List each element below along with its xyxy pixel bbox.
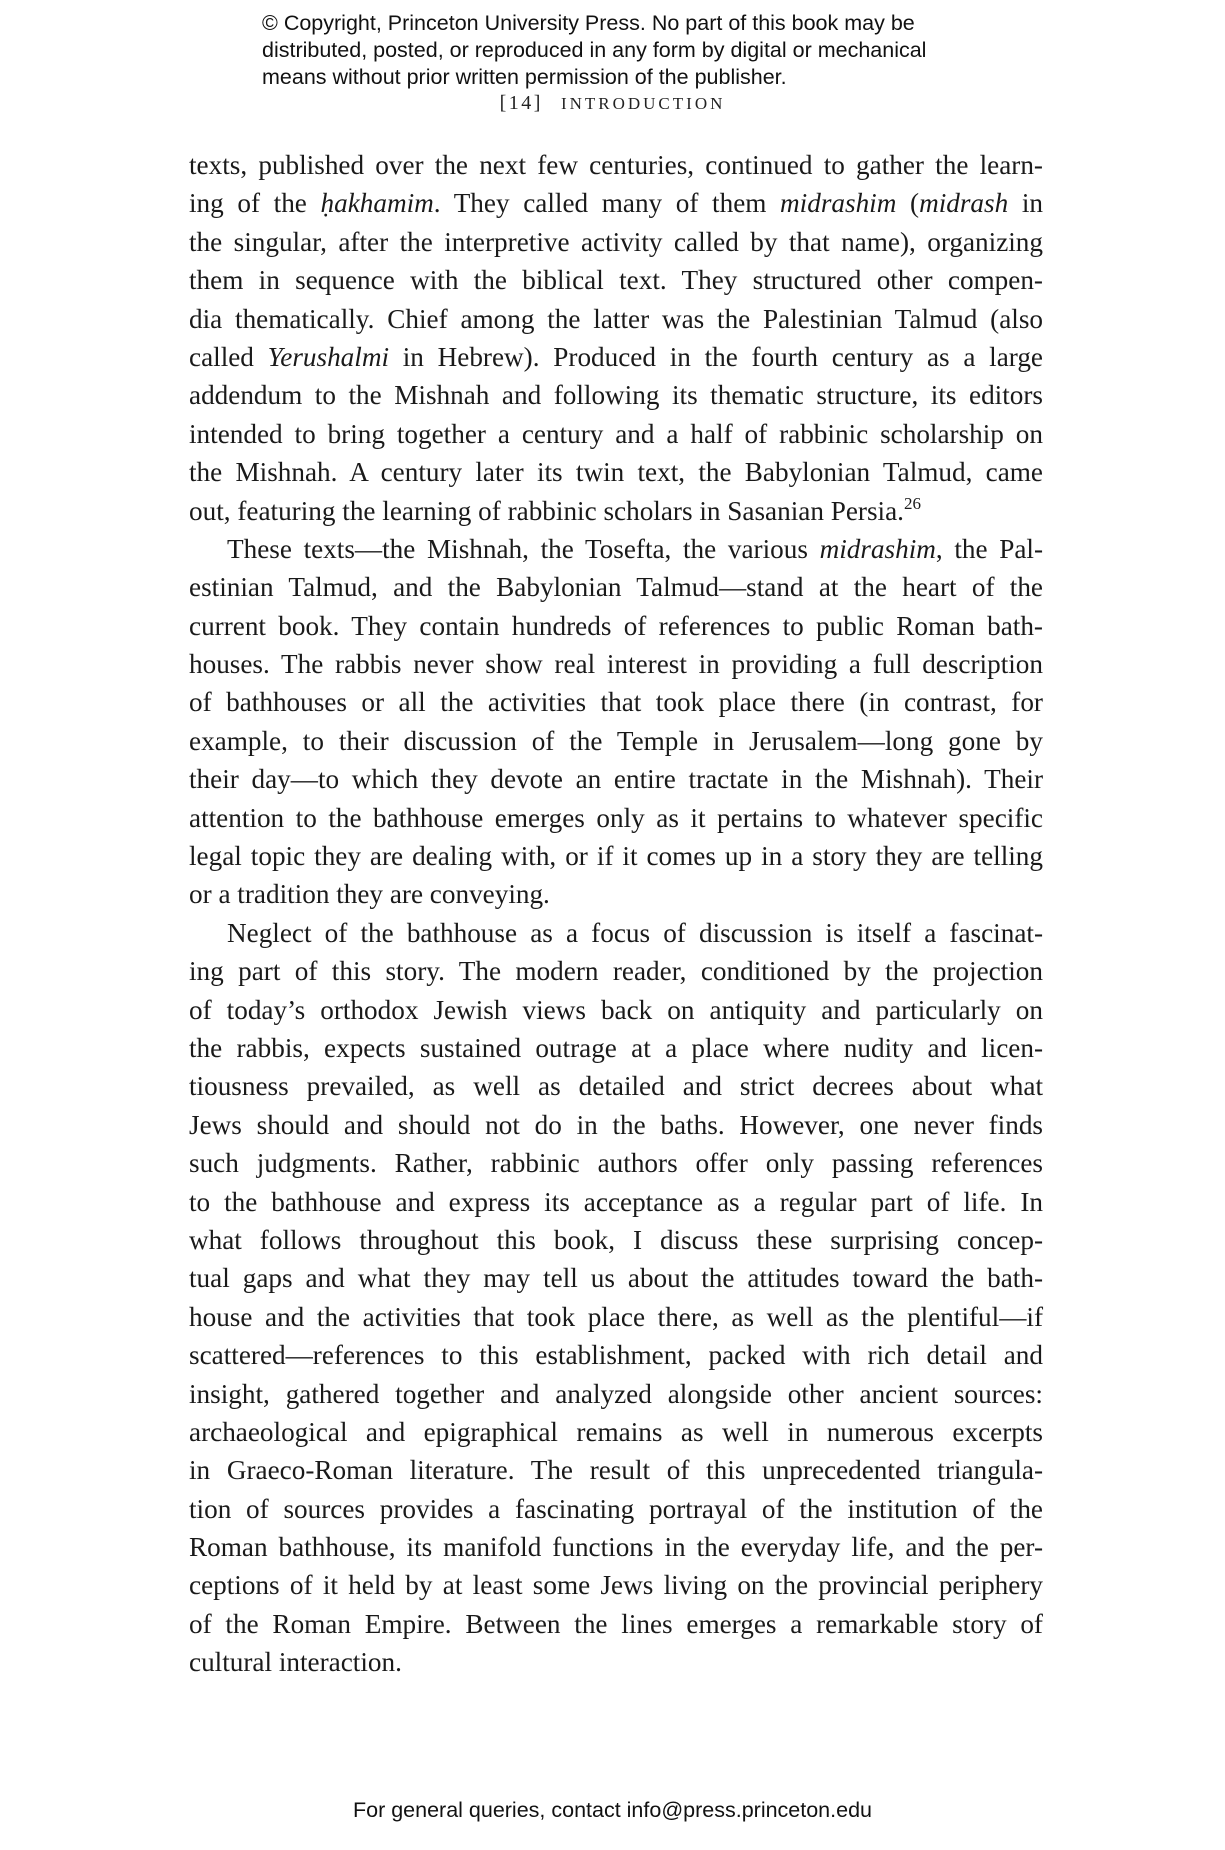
text-line: tiousness prevailed, as well as detailed and strict decrees about what [189, 1071, 1043, 1102]
text-line: ing part of this story. The modern reader, conditioned by the projection [189, 956, 1043, 987]
text-line: scattered—references to this establishment, packed with rich detail and [189, 1340, 1043, 1371]
text-line: what follows throughout this book, I discuss these surprising concep- [189, 1224, 1043, 1255]
italic-term: midrashim [780, 188, 897, 219]
text-line: current book. They contain hundreds of references to public Roman bath- [189, 610, 1043, 641]
paragraph-2 [189, 530, 1043, 914]
text-line: of today’s orthodox Jewish views back on antiquity and particularly on [189, 994, 1043, 1025]
text-line: insight, gathered together and analyzed alongside other ancient sources: [189, 1378, 1043, 1409]
text-line: Jews should and should not do in the baths. However, one never finds [189, 1109, 1043, 1140]
text-line: estinian Talmud, and the Babylonian Talmud—stand at the heart of the [189, 572, 1043, 603]
text-line: ceptions of it held by at least some Jews living on the provincial periphery [189, 1570, 1043, 1601]
text-line: the singular, after the interpretive activity called by that name), organizing [189, 226, 1043, 257]
text-line: such judgments. Rather, rabbinic authors offer only passing references [189, 1148, 1043, 1179]
text-line: intended to bring together a century and a half of rabbinic scholarship on [189, 418, 1043, 449]
text-line: tion of sources provides a fascinating portrayal of the institution of the [189, 1493, 1043, 1524]
italic-term: midrash [919, 188, 1009, 219]
text-line: Roman bathhouse, its manifold functions in the everyday life, and the per- [189, 1532, 1043, 1563]
text-line: of bathhouses or all the activities that took place there (in contrast, for [189, 687, 1043, 718]
text-line: texts, published over the next few centuries, continued to gather the learn- [189, 150, 1043, 180]
text-line: tual gaps and what they may tell us about the attitudes toward the bath- [189, 1263, 1043, 1294]
text-line: the rabbis, expects sustained outrage at a place where nudity and licen- [189, 1032, 1043, 1063]
text-line: their day—to which they devote an entire tractate in the Mishnah). Their [189, 764, 1043, 795]
footnote-reference[interactable]: 26 [903, 493, 921, 513]
copyright-line: distributed, posted, or reproduced in any form by digital or mechanical [262, 38, 927, 62]
text-line: to the bathhouse and express its acceptance as a regular part of life. In [189, 1186, 1043, 1217]
text-line-content: out, featuring the learning of rabbinic scholars in Sasanian Persia. [189, 495, 904, 526]
italic-term: ḥakhamim [320, 188, 434, 219]
text-line: addendum to the Mishnah and following its thematic structure, its editors [189, 380, 1043, 411]
text-line: ing of the ḥakhamim. They called many of them midrashim (midrash in [189, 188, 1043, 219]
text-line: Neglect of the bathhouse as a focus of discussion is itself a fascinat- [227, 917, 1043, 948]
text-line: in Graeco-Roman literature. The result of this unprecedented triangula- [189, 1455, 1043, 1486]
paragraph-1 [189, 146, 1043, 530]
text-line: example, to their discussion of the Temple in Jerusalem—long gone by [189, 725, 1043, 756]
footer-contact: For general queries, contact info@press.princeton.edu [352, 1798, 872, 1822]
copyright-line: means without prior written permission of the publisher. [262, 65, 787, 89]
text-line [189, 492, 1043, 530]
paragraph-3 [189, 914, 1043, 1682]
text-line: the Mishnah. A century later its twin text, the Babylonian Talmud, came [189, 457, 1043, 488]
text-line: them in sequence with the biblical text. They structured other compen- [189, 265, 1043, 296]
text-line: cultural interaction. [189, 1647, 402, 1678]
text-line: of the Roman Empire. Between the lines emerges a remarkable story of [189, 1608, 1043, 1639]
page-number: [14] [499, 92, 543, 114]
body-text [189, 146, 1043, 1682]
text-line: archaeological and epigraphical remains as well in numerous excerpts [189, 1416, 1043, 1447]
text-line: attention to the bathhouse emerges only as it pertains to whatever specific [189, 802, 1043, 833]
section-title: INTRODUCTION [560, 94, 726, 113]
text-line: dia thematically. Chief among the latter was the Palestinian Talmud (also [189, 303, 1043, 334]
italic-term: midrashim [819, 533, 936, 564]
italic-term: Yerushalmi [267, 341, 390, 372]
copyright-line: © Copyright, Princeton University Press. No part of this book may be [262, 11, 915, 35]
text-line: These texts—the Mishnah, the Tosefta, the various midrashim, the Pal- [227, 533, 1043, 564]
text-line: house and the activities that took place there, as well as the plentiful—if [189, 1301, 1043, 1332]
text-line: or a tradition they are conveying. [189, 879, 550, 910]
text-line: called Yerushalmi in Hebrew). Produced in the fourth century as a large [189, 341, 1043, 372]
copyright-notice [262, 10, 982, 91]
running-head [0, 92, 1225, 115]
text-line: legal topic they are dealing with, or if it comes up in a story they are telling [189, 841, 1043, 872]
text-line: houses. The rabbis never show real interest in providing a full description [189, 649, 1043, 680]
